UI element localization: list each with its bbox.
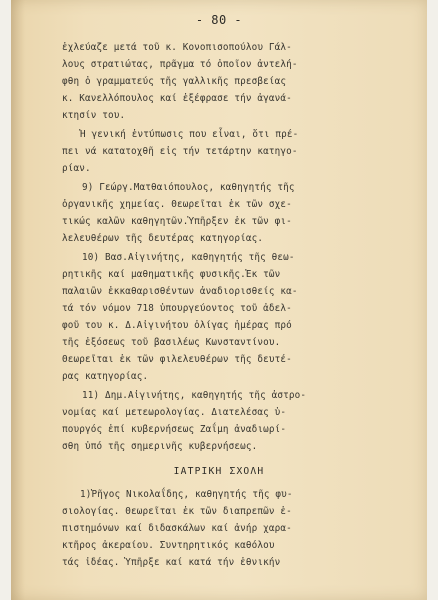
text-line: λελευθέρων τῆς δευτέρας κατηγορίας. — [62, 233, 264, 244]
text-line: ἐχλεύαζε μετά τοῦ κ. Κονοπισοπούλου Γάλ- — [62, 42, 292, 53]
text-line: πιστημόνων καί διδασκάλων καί ἀνήρ χαρα- — [62, 523, 292, 534]
text-line: 1)Ῥῆγος Νικολαΐδης, καθηγητής τῆς φυ- — [80, 489, 293, 500]
text-line: λους στρατιώτας, πρᾶγμα τό ὁποῖον ἀντελή- — [62, 59, 298, 70]
text-line: τικώς καλῶν καθηγητῶν.Ὑπῆρξεν ἐκ τῶν φι- — [62, 216, 292, 227]
text-line: Θεωρεῖται ἐκ τῶν φιλελευθέρων τῆς δευτέ- — [62, 354, 292, 365]
text-line: τῆς ἐξόσεως τοῦ βασιλέως Κωνσταντίνου. — [62, 337, 281, 348]
section-heading: ΙΑΤΡΙΚΗ ΣΧΟΛΗ — [173, 466, 265, 477]
text-line: νομίας καί μετεωρολογίας. Διατελέσας ὑ- — [62, 407, 287, 418]
text-line: πουργός ἐπί κυβερνήσεως Ζαΐμη ἀναδιωρί- — [62, 424, 287, 435]
text-line: κ. Κανελλόπουλος καί ἐξέφρασε τήν ἀγανά- — [62, 93, 292, 104]
text-line: φοῦ του κ. Δ.Αἰγινήτου ὀλίγας ἡμέρας πρό — [62, 320, 292, 331]
text-line: φθη ὁ γραμματεύς τῆς γαλλικῆς πρεσβείας — [62, 76, 287, 87]
text-line: κτῆρος ἀκεραίου. Συντηρητικός καθόλου — [62, 540, 275, 551]
text-line: παλαιῶν ἐκκαθαρισθέντων ἀναδιορισθείς κα- — [62, 286, 298, 297]
text-line: σιολογίας. Θεωρεῖται ἐκ τῶν διαπρεπῶν ἐ- — [62, 506, 292, 517]
text-line: Ἡ γενική ἐντύπωσις που εἶναι, ὅτι πρέ- — [80, 129, 299, 140]
text-line: 10) Βασ.Αἰγινήτης, καθηγητής τῆς θεω- — [82, 252, 295, 263]
text-line: ὀργανικῆς χημείας. Θεωρεῖται ἐκ τῶν σχε- — [62, 199, 292, 210]
text-line: τάς ἰδέας. Ὑπῆρξε καί κατά τήν ἐθνικήν — [62, 557, 281, 568]
text-line: ρας κατηγορίας. — [62, 371, 149, 382]
text-line: σθη ὑπό τῆς σημερινῆς κυβερνήσεως. — [62, 441, 258, 452]
text-line: 9) Γεώργ.Ματθαιόπουλος, καθηγητής τῆς — [82, 182, 295, 193]
text-line: πει νά κατατοχθῆ εἰς τήν τετάρτην κατηγο- — [62, 146, 298, 157]
text-line: ρίαν. — [62, 163, 91, 174]
text-line: τά τόν νόμον 718 ὑπουργεύοντος τοῦ ἀδελ- — [62, 303, 292, 314]
text-line: 11) Δημ.Αἰγινήτης, καθηγητής τῆς ἀστρο- — [82, 390, 307, 401]
text-line: κτησίν του. — [62, 110, 126, 121]
text-line: ρητικῆς καί μαθηματικῆς φυσικῆς.Ἐκ τῶν — [62, 269, 281, 280]
page-number: - 80 - — [195, 13, 243, 27]
